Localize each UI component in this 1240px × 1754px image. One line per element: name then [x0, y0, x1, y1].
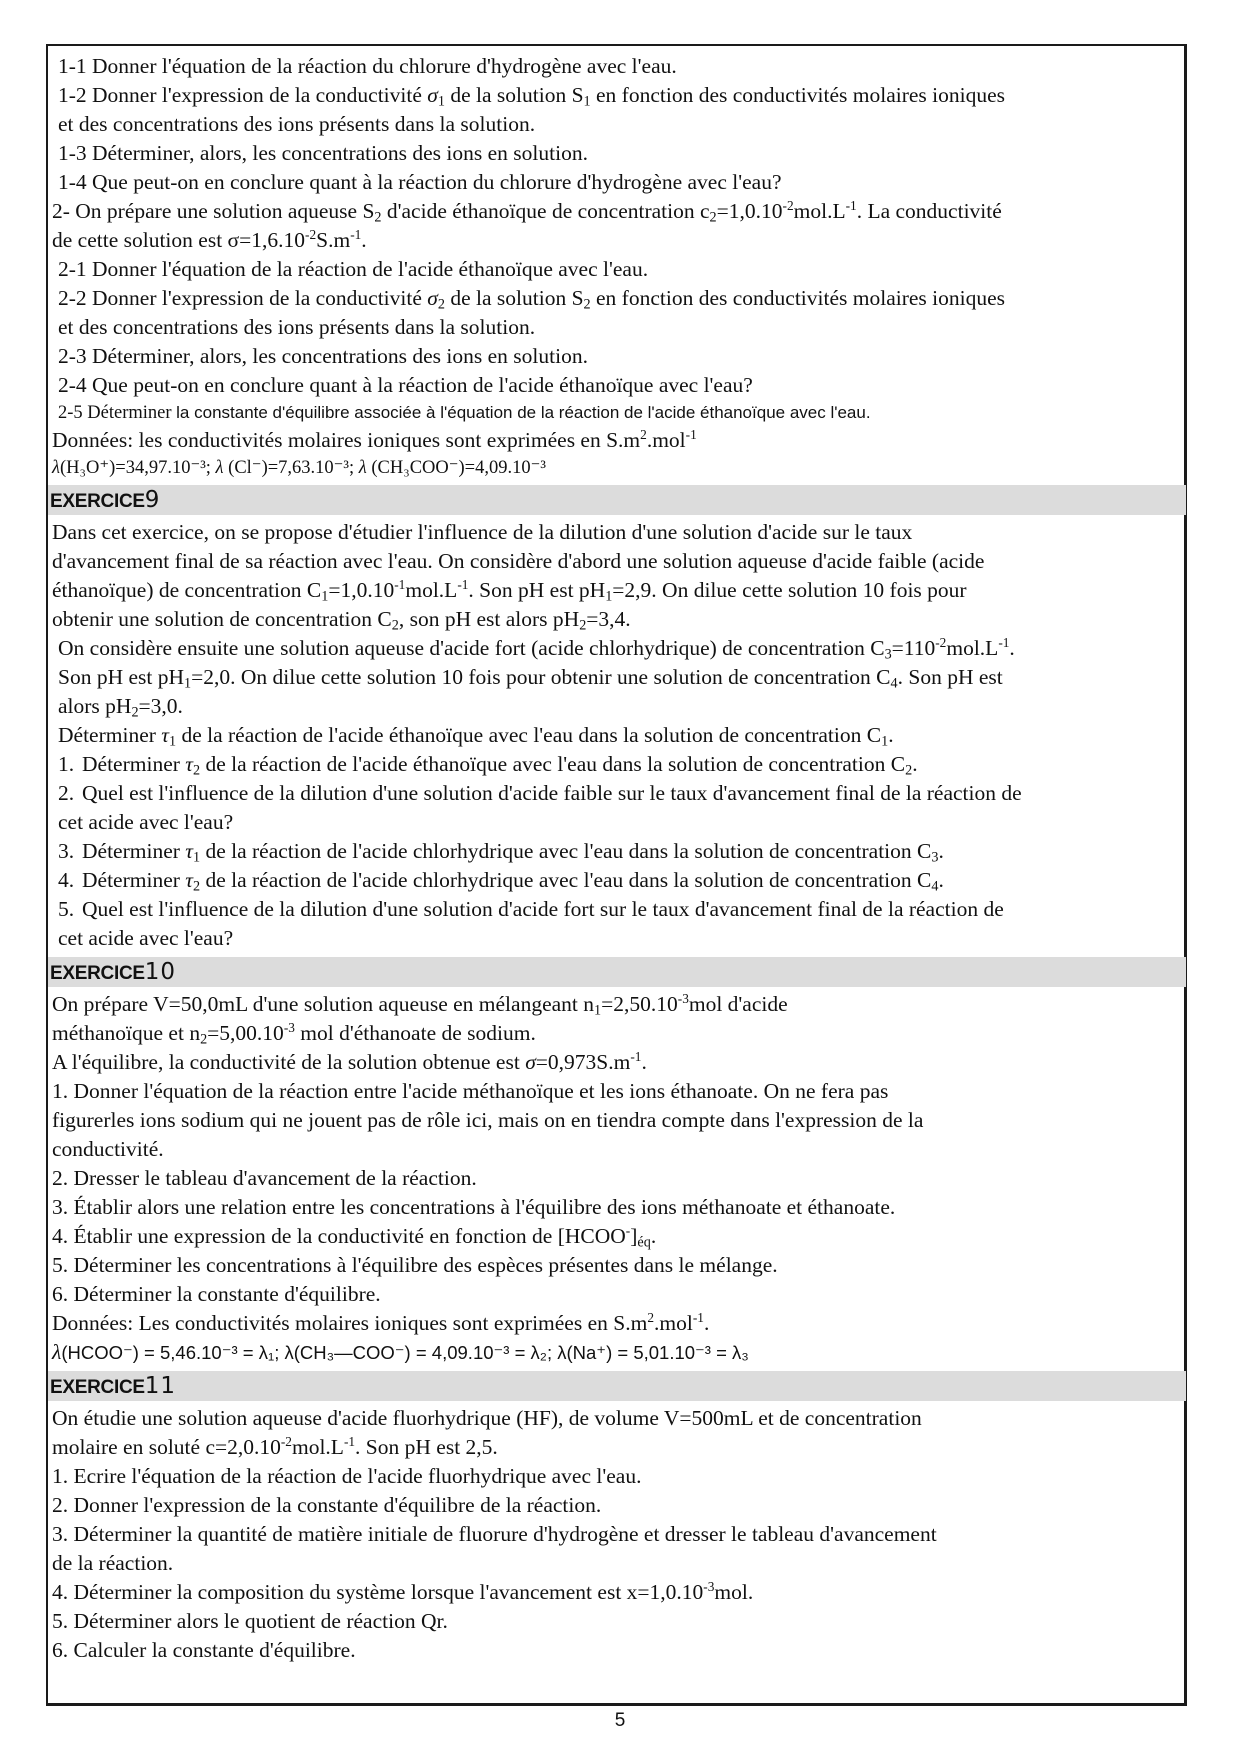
ex9-p8: Déterminer $\tau_1$ de la réaction de l'acide éthanoïque avec l'eau dans la solution de concentration $C_1$. — [58, 723, 894, 750]
ex11-q6: 6. Calculer la constante d'équilibre. — [52, 1638, 356, 1662]
ex11-q3: 3. Déterminer la quantité de matière initiale de fluorure d'hydrogène et dresser le tableau d'avancement — [52, 1522, 937, 1546]
page-content — [52, 52, 1182, 1665]
q2-2: 2-2 Donner l'expression de la conductivité $\sigma_2$ de la solution $S_2$ en fonction des conductivités molaires ioniques — [58, 286, 1006, 313]
ex9-item-5: 5. Quel est l'influence de la dilution d'une solution d'acide fort sur le taux d'avancement final de la réaction de — [58, 897, 1004, 921]
ex11-q4: 4. Déterminer la composition du système lorsque l'avancement est $x=1,0.10^{-3}mol$. — [52, 1578, 754, 1604]
ex10-q2: 2. Dresser le tableau d'avancement de la réaction. — [52, 1166, 477, 1190]
q1-2: 1-2 Donner l'expression de la conductivité $\sigma_1$ de la solution $S_1$ en fonction des conductivités molaires ioniques — [58, 83, 1006, 110]
ex10-q1-cont: figurerles ions sodium qui ne jouent pas de rôle ici, mais on en tiendra compte dans l'expression de la — [52, 1108, 924, 1132]
ex11-p2: molaire en soluté $c=2,0.10^{-2}mol.L^{-1}$. Son pH est 2,5. — [52, 1433, 498, 1459]
q2-1: 2-1 Donner l'équation de la réaction de l'acide éthanoïque avec l'eau. — [58, 257, 649, 281]
q1-3: 1-3 Déterminer, alors, les concentrations des ions en solution. — [58, 141, 588, 165]
ex10-q6: 6. Déterminer la constante d'équilibre. — [52, 1282, 381, 1306]
exercise-10-heading: EXERCICE10 — [48, 957, 1186, 987]
ex11-q1: 1. Ecrire l'équation de la réaction de l'acide fluorhydrique avec l'eau. — [52, 1464, 642, 1488]
q2-2-cont: et des concentrations des ions présents dans la solution. — [58, 315, 536, 339]
ex10-q1: 1. Donner l'équation de la réaction entre l'acide méthanoïque et les ions éthanoate. On ne fera pas — [52, 1079, 889, 1103]
lambda-values: λ(H₃O⁺)=34,97.10⁻³; λ (Cl⁻)=7,63.10⁻³; λ (CH₃COO⁻)=4,09.10⁻³ — [52, 458, 546, 478]
ex11-p1: On étudie une solution aqueuse d'acide fluorhydrique (HF), de volume V=500mL et de concentration — [52, 1406, 922, 1430]
ex10-q1-cont2: conductivité. — [52, 1137, 164, 1161]
ex9-p2: d'avancement final de sa réaction avec l'eau. On considère d'abord une solution aqueuse d'acide faible (acide — [52, 549, 985, 573]
ex9-item-1: 1. Déterminer $\tau_2$ de la réaction de l'acide éthanoïque avec l'eau dans la solution de concentration $C_2$. — [58, 752, 918, 779]
ex10-data: Données: Les conductivités molaires ioniques sont exprimées en $S.m^2.mol^{-1}$. — [52, 1309, 710, 1335]
ex9-p6: Son pH est $pH_1=2,0$. On dilue cette solution 10 fois pour obtenir une solution de concentration $C_4$. Son pH est — [58, 665, 1003, 692]
ex11-q3-cont: de la réaction. — [52, 1551, 174, 1575]
ex10-lambda-values: λ(HCOO⁻) = 5,46.10⁻³ = λ₁; λ(CH₃—COO⁻) = 4,09.10⁻³ = λ₂; λ(Na⁺) = 5,01.10⁻³ = λ₃ — [52, 1340, 749, 1364]
q2-4: 2-4 Que peut-on en conclure quant à la réaction de l'acide éthanoïque avec l'eau? — [58, 373, 753, 397]
q1-2-cont: et des concentrations des ions présents dans la solution. — [58, 112, 536, 136]
ex9-p5: On considère ensuite une solution aqueuse d'acide fort (acide chlorhydrique) de concentration $C_3=110^{-2}mol.L^{-1}$. — [58, 634, 1015, 663]
q1-4: 1-4 Que peut-on en conclure quant à la réaction du chlorure d'hydrogène avec l'eau? — [58, 170, 782, 194]
ex9-p1: Dans cet exercice, on se propose d'étudier l'influence de la dilution d'une solution d'acide sur le taux — [52, 520, 913, 544]
q2-intro-cont: de cette solution est $\sigma=1,6.10^{-2}S.m^{-1}$. — [52, 226, 367, 252]
q2-intro: 2- On prépare une solution aqueuse $S_2$ d'acide éthanoïque de concentration $c_2=1,0.10^{-2}mol.L^{-1}$. La conductivité — [52, 197, 1002, 226]
q1-1: 1-1 Donner l'équation de la réaction du chlorure d'hydrogène avec l'eau. — [58, 54, 677, 78]
ex10-q4: 4. Établir une expression de la conductivité en fonction de $[HCOO^-]_{éq}$. — [52, 1222, 657, 1251]
ex10-p1: On prépare V=50,0mL d'une solution aqueuse en mélangeant $n_1=2,50.10^{-3}mol$ d'acide — [52, 990, 788, 1019]
ex11-q2: 2. Donner l'expression de la constante d'équilibre de la réaction. — [52, 1493, 602, 1517]
ex10-p3: A l'équilibre, la conductivité de la solution obtenue est $\sigma=0,973S.m^{-1}$. — [52, 1048, 647, 1074]
data-line: Données: les conductivités molaires ioniques sont exprimées en $S.m^2.mol^{-1}$ — [52, 426, 697, 452]
ex9-item-2-cont: cet acide avec l'eau? — [58, 810, 234, 834]
ex11-q5: 5. Déterminer alors le quotient de réaction Qr. — [52, 1609, 448, 1633]
ex10-q5: 5. Déterminer les concentrations à l'équilibre des espèces présentes dans le mélange. — [52, 1253, 778, 1277]
ex9-item-3: 3. Déterminer $\tau_1$ de la réaction de l'acide chlorhydrique avec l'eau dans la solution de concentration $C_3$. — [58, 839, 944, 866]
exercise-11-heading: EXERCICE11 — [48, 1371, 1186, 1401]
q2-5: 2-5 Déterminer la constante d'équilibre associée à l'équation de la réaction de l'acide éthanoïque avec l'eau. — [58, 403, 871, 423]
ex10-p2: méthanoïque et $n_2=5,00.10^{-3}$ mol d'éthanoate de sodium. — [52, 1019, 536, 1048]
ex10-q3: 3. Établir alors une relation entre les concentrations à l'équilibre des ions méthanoate et éthanoate. — [52, 1195, 896, 1219]
ex9-item-4: 4. Déterminer $\tau_2$ de la réaction de l'acide chlorhydrique avec l'eau dans la solution de concentration $C_4$. — [58, 868, 944, 895]
exercise-9-heading: EXERCICE9 — [48, 485, 1186, 515]
ex9-item-2: 2. Quel est l'influence de la dilution d'une solution d'acide faible sur le taux d'avancement final de la réaction de — [58, 781, 1022, 805]
page-number: 5 — [614, 1710, 626, 1731]
q2-3: 2-3 Déterminer, alors, les concentrations des ions en solution. — [58, 344, 588, 368]
ex9-p7: alors $pH_2=3,0$. — [58, 694, 183, 721]
ex9-p3: éthanoïque) de concentration $C_1=1,0.10^{-1}mol.L^{-1}$. Son pH est $pH_1=2,9$. On dilue cette solution 10 fois pour — [52, 576, 967, 605]
ex9-p4: obtenir une solution de concentration $C_2$, son pH est alors $pH_2=3,4$. — [52, 607, 631, 634]
ex9-item-5-cont: cet acide avec l'eau? — [58, 926, 234, 950]
